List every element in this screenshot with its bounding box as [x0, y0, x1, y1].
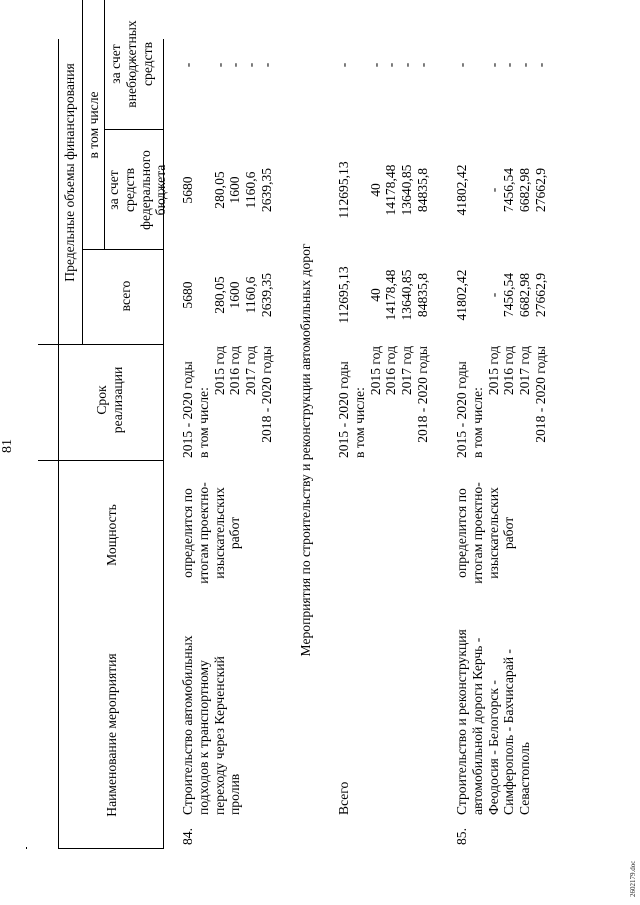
row84-name-line: пролив [227, 773, 243, 815]
total-row-extra-line: - [414, 62, 430, 68]
row84-federal-line: 280,05 [211, 171, 227, 209]
row85-period-line: 2015 год [485, 346, 501, 396]
col-sep-capacity-period [38, 460, 164, 461]
row85-period-line: в том числе: [469, 387, 485, 458]
row84-extra-line: - [258, 62, 274, 68]
total-row-total-line: 14178,48 [383, 269, 399, 321]
row85-period [454, 346, 549, 458]
total-row-federal-line [352, 150, 368, 230]
row84-total-line [196, 260, 212, 330]
row84-extra-line: - [180, 62, 195, 68]
header-period-line: реализации [109, 366, 125, 434]
total-row-total-line: 84835,8 [414, 272, 430, 318]
row85-federal-line: - [485, 187, 501, 193]
row85-name-line: Феодосия - Белогорск - [485, 680, 501, 815]
row84-total-line: 2639,35 [258, 272, 274, 318]
total-row-federal-line: 14178,48 [383, 164, 399, 216]
total-row-extra-line [352, 45, 368, 85]
row84-period-line: 2015 - 2020 годы [180, 361, 195, 458]
row85-extra [454, 45, 549, 85]
header-extra-line: внебюджетных [123, 20, 139, 108]
row84-total-line: 1600 [227, 281, 243, 309]
header-period [94, 345, 126, 455]
total-row-extra [336, 45, 431, 85]
row85-capacity-line: итогам проектно- [469, 482, 485, 584]
header-capacity: Мощность [104, 504, 119, 566]
header-federal-line: бюджета [153, 164, 169, 216]
header-left-border [58, 848, 164, 849]
row85-total-line: 7456,54 [501, 272, 517, 318]
total-row-extra-line: - [383, 62, 399, 68]
total-row-period-line: в том числе: [351, 387, 367, 458]
row84-period-line: 2018 - 2020 годы [258, 346, 274, 443]
row84-capacity [180, 465, 243, 601]
row85-total-line: 41802,42 [454, 269, 469, 321]
header-name: Наименование мероприятия [104, 653, 119, 817]
corner [26, 847, 27, 849]
row85-period-line: 2015 - 2020 годы [454, 361, 469, 458]
row85-federal-line: 6682,98 [517, 167, 533, 213]
total-row-extra-line: - [399, 62, 415, 68]
row85-capacity-line: изыскательских [485, 487, 501, 579]
header-limits: Предельные объемы финансирования [62, 63, 77, 282]
total-row-period-line: 2016 год [383, 346, 399, 396]
total-row-period-line: 2015 - 2020 годы [336, 361, 351, 458]
row84-name-line: Строительство автомобильных [180, 635, 195, 815]
row85-extra-line [470, 45, 486, 85]
row84-extra-line: - [243, 62, 259, 68]
row84-total-line: 5680 [180, 281, 195, 309]
row84-extra-line: - [227, 62, 243, 68]
header-extra-line: за счет [108, 44, 123, 84]
row85-total-line: 6682,98 [517, 272, 533, 318]
row85-total-line [470, 255, 486, 335]
row84-capacity-line: изыскательских [211, 487, 227, 579]
row85-federal [454, 150, 549, 230]
row84-total-line: 280,05 [211, 276, 227, 314]
total-row-name: Всего [336, 781, 351, 815]
total-row-total-line: 112695,13 [336, 266, 351, 324]
row85-federal-line: 27662,9 [532, 167, 548, 213]
row84-extra [180, 45, 275, 85]
row85-extra-line: - [454, 62, 469, 68]
header-federal-line: федерального [137, 150, 153, 230]
row85-name-line: Севастополь [517, 741, 533, 815]
including-sub-border [104, 0, 105, 250]
row85-name-line: Строительство и реконструкция [454, 629, 469, 815]
row85-extra-line: - [501, 62, 517, 68]
total-row-period-line: 2017 год [399, 346, 415, 396]
col-sep-federal-extra [104, 129, 164, 130]
row84-federal-line: 1160,6 [243, 171, 259, 209]
row85-extra-line: - [517, 62, 533, 68]
row84-capacity-line: определится по [180, 488, 195, 578]
total-row-extra-line: - [336, 62, 351, 68]
header-extra [108, 0, 155, 128]
row85-extra-line: - [532, 62, 548, 68]
row85-capacity-line: определится по [454, 488, 469, 578]
total-row-total-line [352, 255, 368, 335]
total-row-period-line: 2018 - 2020 годы [414, 346, 430, 443]
row84-federal-line [196, 155, 212, 225]
row85-federal-line: 7456,54 [501, 167, 517, 213]
row84-federal-line: 2639,35 [258, 167, 274, 213]
row85-num: 85. [454, 828, 469, 845]
header-including: в том числе [86, 91, 101, 159]
row84-period-line: в том числе: [195, 387, 211, 458]
row85-total [454, 255, 549, 335]
header-top-border [58, 39, 59, 849]
row84-num: 84. [180, 828, 195, 845]
header-federal [106, 132, 169, 248]
total-row-extra-line: - [367, 62, 383, 68]
header-federal-line: средств [121, 168, 137, 212]
limits-sub-border [82, 0, 83, 345]
row84-period [180, 346, 275, 458]
row84-extra-line [196, 45, 212, 85]
row85-total-line: - [485, 292, 501, 298]
total-row-total-line: 40 [367, 288, 383, 302]
row84-extra-line: - [211, 62, 227, 68]
row84-capacity-line: работ [227, 516, 243, 550]
row84-total [180, 260, 275, 330]
row85-extra-line: - [485, 62, 501, 68]
row85-period-line: 2016 год [501, 346, 517, 396]
row85-name-line: Симферополь - Бахчисарай - [501, 649, 517, 815]
page-number: 81 [0, 439, 15, 453]
total-row-federal-line: 112695,13 [336, 161, 351, 219]
row84-name-line: подходов к транспортному [195, 660, 211, 815]
total-row-total [336, 255, 431, 335]
section-title: Мероприятия по строительству и реконструкции автомобильных дорог [298, 243, 313, 657]
row84-capacity-line: итогам проектно- [195, 482, 211, 584]
total-row-total-line: 13640,85 [399, 269, 415, 321]
row85-capacity-line: работ [501, 516, 517, 550]
row85-capacity [454, 465, 517, 601]
total-row-federal [336, 150, 431, 230]
total-row-period-line: 2015 год [367, 346, 383, 396]
row85-federal-line: 41802,42 [454, 164, 469, 216]
row84-federal-line: 5680 [180, 176, 195, 204]
row84-federal [180, 155, 275, 225]
row84-period-line: 2015 год [211, 346, 227, 396]
row84-total-line: 1160,6 [243, 276, 259, 314]
row85-period-line: 2018 - 2020 годы [532, 346, 548, 443]
row85-name [454, 629, 533, 815]
row84-period-line: 2016 год [227, 346, 243, 396]
total-row-federal-line: 40 [367, 183, 383, 197]
header-federal-line: за счет [106, 170, 121, 210]
header-extra-line: средств [139, 42, 155, 86]
footer-filename: 2602179.doc [629, 860, 637, 897]
row84-name [180, 635, 243, 815]
header-total: всего [118, 280, 133, 312]
row85-period-line: 2017 год [517, 346, 533, 396]
header-period-line: Срок [94, 385, 109, 415]
total-row-federal-line: 13640,85 [399, 164, 415, 216]
row84-name-line: переходу через Керченский [211, 656, 227, 815]
total-row-period [336, 346, 431, 458]
row84-period-line: 2017 год [243, 346, 259, 396]
row85-name-line: автомобильной дороги Керчь - [469, 637, 485, 815]
total-row-federal-line: 84835,8 [414, 167, 430, 213]
row85-total-line: 27662,9 [532, 272, 548, 318]
row85-federal-line [470, 150, 486, 230]
row84-federal-line: 1600 [227, 176, 243, 204]
